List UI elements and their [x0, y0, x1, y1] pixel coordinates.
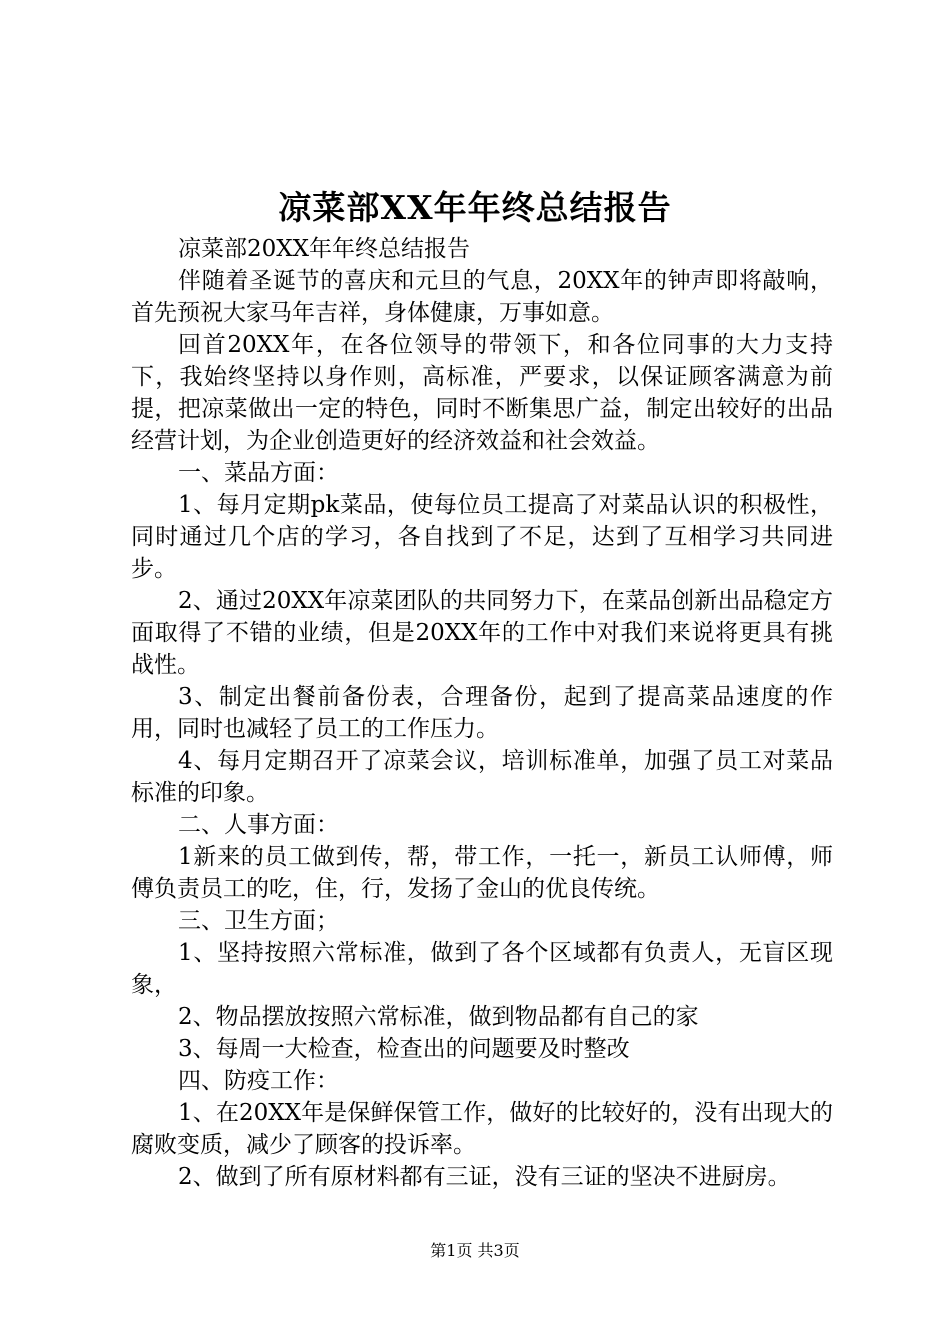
document-title: 凉菜部XX年年终总结报告: [278, 188, 672, 227]
document-body: [131, 233, 833, 1193]
page-number: 第1页 共3页: [430, 1241, 520, 1260]
section-heading-dishes: 一、菜品方面：: [178, 460, 339, 486]
paragraph-hygiene-1: 1、坚持按照六常标准，做到了各个区域都有负责人，无盲区现象，: [131, 940, 833, 998]
paragraph-epidemic-1: 1、在20XX年是保鲜保管工作，做好的比较好的，没有出现大的腐败变质，减少了顾客的投诉率。: [131, 1100, 833, 1158]
section-heading-personnel: 二、人事方面：: [178, 812, 339, 838]
paragraph-dishes-3: 3、制定出餐前备份表，合理备份，起到了提高菜品速度的作用，同时也减轻了员工的工作压力。: [131, 684, 833, 742]
paragraph-epidemic-2: 2、做到了所有原材料都有三证，没有三证的坚决不进厨房。: [178, 1164, 791, 1190]
paragraph-intro: 伴随着圣诞节的喜庆和元旦的气息，20XX年的钟声即将敲响，首先预祝大家马年吉祥，身体健康，万事如意。: [131, 268, 833, 326]
paragraph-dishes-4: 4、每月定期召开了凉菜会议，培训标准单，加强了员工对菜品标准的印象。: [131, 748, 833, 806]
section-heading-hygiene: 三、卫生方面；: [178, 908, 339, 934]
paragraph-review: 回首20XX年，在各位领导的带领下，和各位同事的大力支持下，我始终坚持以身作则，高标准，严要求，以保证顾客满意为前提，把凉菜做出一定的特色，同时不断集思广益，制定出较好的出品经营计划，为企业创造更好的经济效益和社会效益。: [131, 332, 833, 454]
paragraph-hygiene-2: 2、物品摆放按照六常标准，做到物品都有自己的家: [178, 1004, 699, 1030]
section-heading-epidemic: 四、防疫工作：: [178, 1068, 339, 1094]
paragraph-personnel-1: 1新来的员工做到传，帮，带工作，一托一，新员工认师傅，师傅负责员工的吃，住，行，发扬了金山的优良传统。: [131, 844, 833, 902]
paragraph-dishes-2: 2、通过20XX年凉菜团队的共同努力下，在菜品创新出品稳定方面取得了不错的业绩，但是20XX年的工作中对我们来说将更具有挑战性。: [131, 588, 833, 678]
paragraph-subtitle: 凉菜部20XX年年终总结报告: [178, 236, 471, 262]
paragraph-dishes-1: 1、每月定期pk菜品，使每位员工提高了对菜品认识的积极性，同时通过几个店的学习，各自找到了不足，达到了互相学习共同进步。: [131, 492, 833, 582]
paragraph-hygiene-3: 3、每周一大检查，检查出的问题要及时整改: [178, 1036, 630, 1062]
